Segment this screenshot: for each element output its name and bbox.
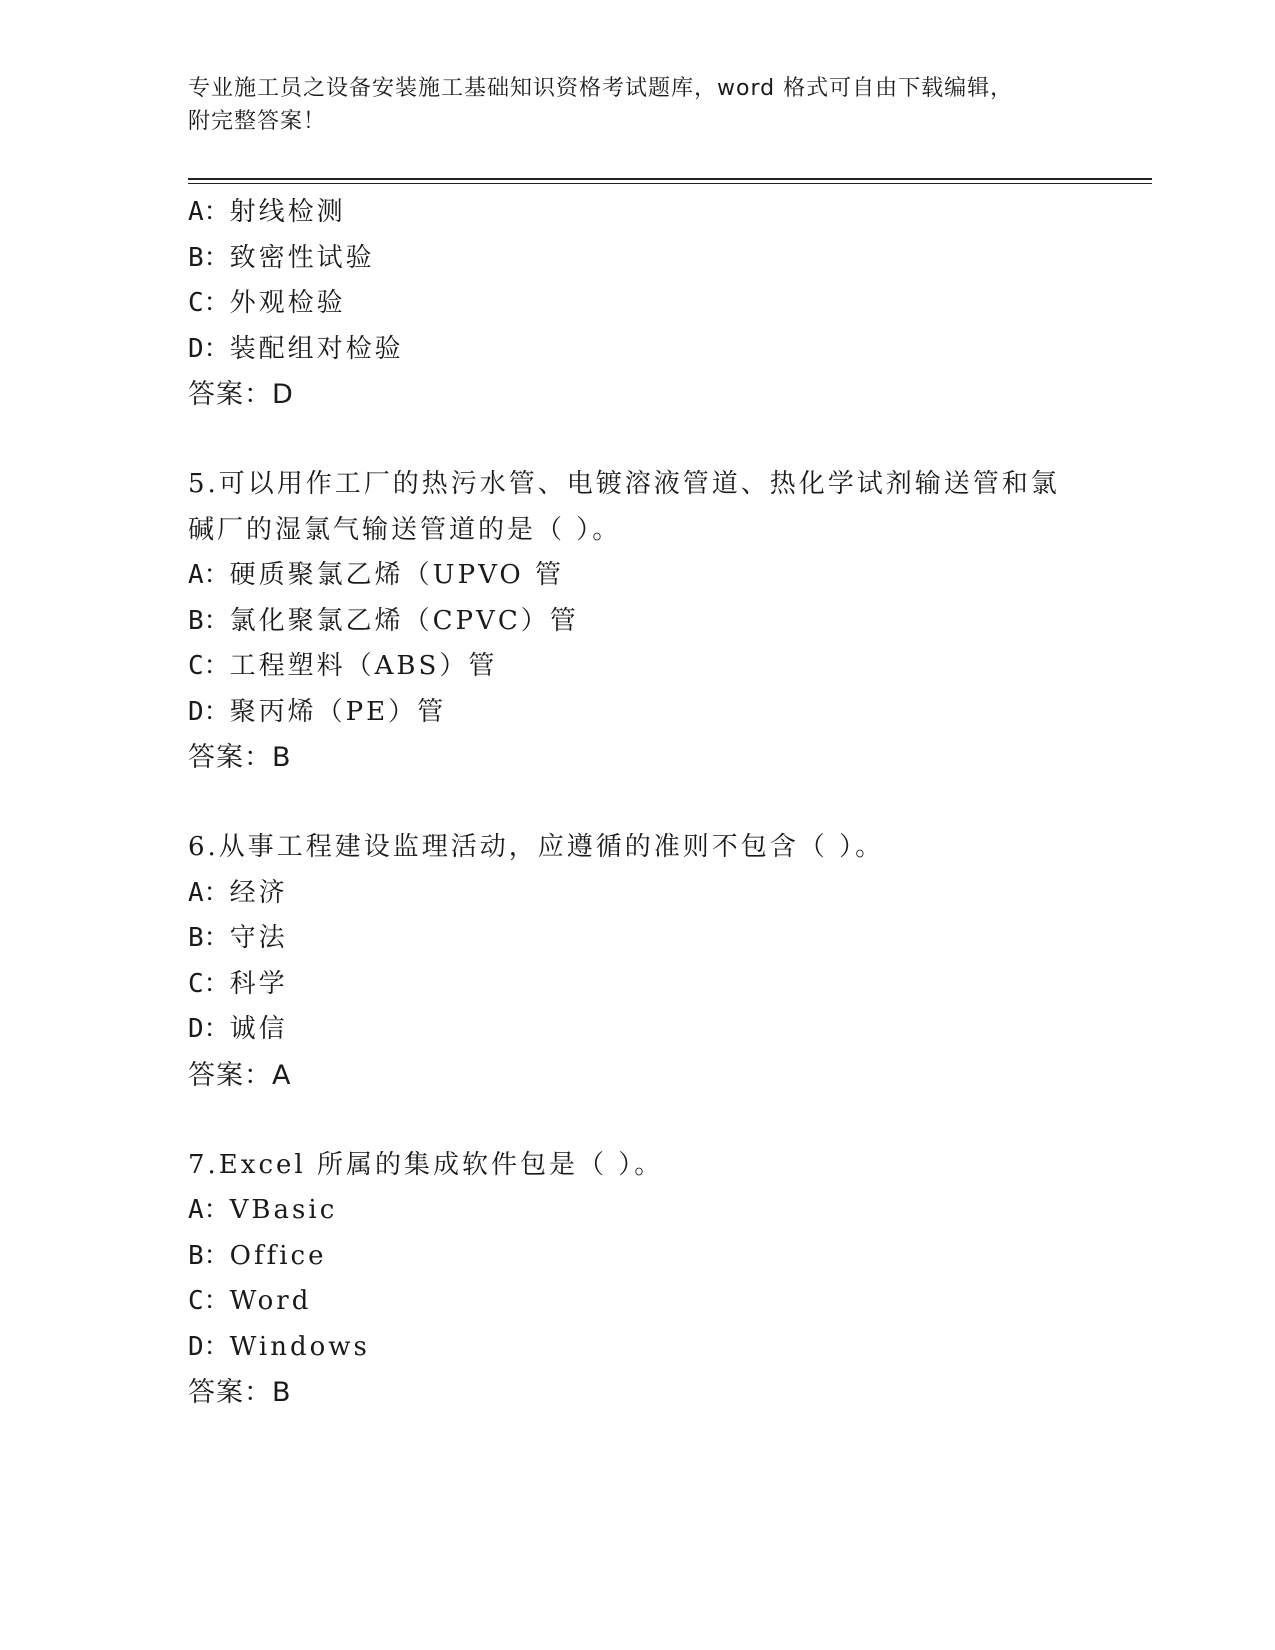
option-b: B：守法 [188,923,288,953]
question-stem: 6.从事工程建设监理活动，应遵循的准则不包含（ ）。 [188,832,885,862]
question-4 [188,190,1148,418]
option-b: B：氯化聚氯乙烯（CPVC）管 [188,605,579,636]
question-7 [188,1143,1148,1417]
answer-label: 答案：D [188,379,294,410]
option-d: D：Windows [188,1331,370,1362]
option-c: C：工程塑料（ABS）管 [188,651,498,681]
option-c: C：外观检验 [188,288,346,318]
question-stem: 5.可以用作工厂的热污水管、电镀溶液管道、热化学试剂输送管和氯 [188,469,1060,499]
header-line-1: 专业施工员之设备安装施工基础知识资格考试题库，word 格式可自由下载编辑， [188,76,1014,101]
option-a: A：射线检测 [188,197,346,227]
question-stem: 7.Excel 所属的集成软件包是（ ）。 [188,1149,664,1180]
document-header [188,72,1068,138]
option-b: B：Office [188,1240,327,1271]
option-a: A：VBasic [188,1195,338,1225]
option-b: B：致密性试验 [188,242,375,273]
answer-label: 答案：B [188,1377,292,1408]
question-list [188,190,1148,1416]
option-c: C：Word [188,1286,312,1316]
option-d: D：聚丙烯（PE）管 [188,696,447,727]
question-5 [188,462,1148,781]
question-stem-continued: 碱厂的湿氯气输送管道的是（ ）。 [188,514,622,545]
option-a: A：经济 [188,877,288,908]
header-divider [188,178,1152,184]
option-c: C：科学 [188,968,288,999]
option-d: D：装配组对检验 [188,333,404,364]
header-line-2: 附完整答案！ [188,109,327,134]
option-d: D：诚信 [188,1014,288,1044]
answer-label: 答案：A [188,1059,292,1091]
option-a: A：硬质聚氯乙烯（UPVO 管 [188,560,564,590]
answer-label: 答案：B [188,742,292,773]
question-6 [188,825,1148,1099]
